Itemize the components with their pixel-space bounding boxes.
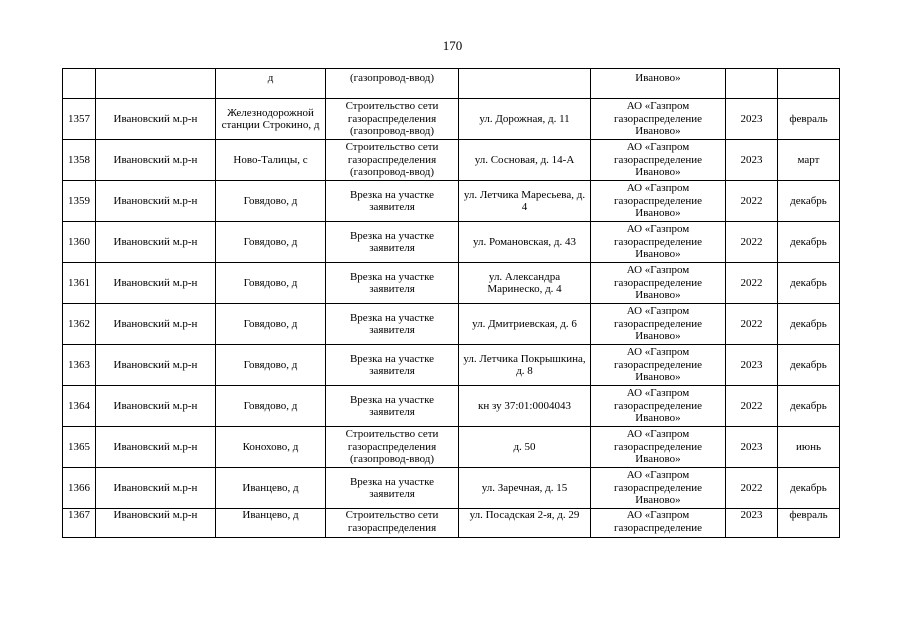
- cell-work: [326, 69, 459, 99]
- district-text: Ивановский м.р-н: [113, 481, 198, 494]
- cell-locality: [216, 468, 326, 509]
- cell-year: [726, 386, 778, 427]
- num-text: 1366: [68, 481, 90, 494]
- locality-text: Железнодорожной станции Строкино, д: [221, 106, 320, 131]
- year-text: 2022: [740, 399, 763, 412]
- cell-locality: [216, 427, 326, 468]
- cell-year: [726, 304, 778, 345]
- district-text: Ивановский м.р-н: [113, 153, 198, 166]
- locality-text: Говядово, д: [243, 358, 298, 371]
- cell-month: [778, 427, 840, 468]
- year-text: 2023: [740, 358, 763, 371]
- org-text: АО «Газпром газораспределение Иваново»: [613, 346, 703, 384]
- district-text: Ивановский м.р-н: [113, 235, 198, 248]
- locality-text: Говядово, д: [243, 317, 298, 330]
- address-text: ул. Дмитриевская, д. 6: [472, 317, 577, 330]
- work-text: (газопровод-ввод): [349, 72, 435, 84]
- cell-num: [63, 509, 96, 538]
- work-text: Строительство сети газораспределения: [345, 509, 439, 534]
- cell-district: [96, 140, 216, 181]
- org-text: АО «Газпром газораспределение Иваново»: [613, 264, 703, 302]
- cell-num: [63, 304, 96, 345]
- address-text: ул. Сосновая, д. 14-А: [474, 153, 575, 166]
- locality-text: Иванцево, д: [242, 481, 299, 494]
- cell-org: [591, 386, 726, 427]
- district-text: Ивановский м.р-н: [113, 112, 198, 125]
- page-number: 170: [442, 38, 463, 53]
- cell-year: [726, 509, 778, 538]
- cell-org: [591, 427, 726, 468]
- locality-text: Говядово, д: [243, 235, 298, 248]
- month-text: декабрь: [790, 276, 827, 289]
- cell-district: [96, 468, 216, 509]
- cell-org: [591, 181, 726, 222]
- month-text: март: [797, 153, 820, 166]
- cell-address: [459, 304, 591, 345]
- cell-address: [459, 427, 591, 468]
- month-text: декабрь: [790, 481, 827, 494]
- num-text: 1360: [68, 235, 90, 248]
- cell-work: [326, 468, 459, 509]
- cell-district: [96, 304, 216, 345]
- address-text: ул. Дорожная, д. 11: [479, 112, 570, 125]
- cell-year: [726, 427, 778, 468]
- cell-num: [63, 345, 96, 386]
- cell-org: [591, 345, 726, 386]
- cell-work: [326, 427, 459, 468]
- cell-month: [778, 468, 840, 509]
- cell-month: [778, 181, 840, 222]
- cell-district: [96, 69, 216, 99]
- num-text: 1359: [68, 194, 90, 207]
- work-text: Врезка на участке заявителя: [349, 352, 435, 377]
- address-text: ул. Посадская 2-я, д. 29: [469, 509, 580, 521]
- cell-year: [726, 69, 778, 99]
- cell-num: [63, 468, 96, 509]
- cell-year: [726, 181, 778, 222]
- work-text: Строительство сети газораспределения (газопровод-ввод): [345, 141, 439, 179]
- year-text: 2023: [740, 153, 763, 166]
- year-text: 2022: [740, 235, 763, 248]
- address-text: ул. Романовская, д. 43: [472, 235, 577, 248]
- cell-locality: [216, 181, 326, 222]
- num-text: 1357: [68, 112, 90, 125]
- cell-address: [459, 263, 591, 304]
- locality-text: Говядово, д: [243, 194, 298, 207]
- district-text: Ивановский м.р-н: [113, 317, 198, 330]
- gas-works-table: [62, 68, 840, 538]
- cell-num: [63, 181, 96, 222]
- locality-text: Говядово, д: [243, 276, 298, 289]
- locality-text: Говядово, д: [243, 399, 298, 412]
- cell-num: [63, 263, 96, 304]
- cell-month: [778, 140, 840, 181]
- locality-text: Иванцево, д: [242, 509, 299, 521]
- cell-address: [459, 140, 591, 181]
- cell-address: [459, 181, 591, 222]
- cell-district: [96, 427, 216, 468]
- work-text: Врезка на участке заявителя: [349, 229, 435, 254]
- year-text: 2022: [740, 276, 763, 289]
- month-text: декабрь: [790, 358, 827, 371]
- cell-month: [778, 69, 840, 99]
- cell-work: [326, 304, 459, 345]
- month-text: декабрь: [790, 194, 827, 207]
- cell-district: [96, 99, 216, 140]
- cell-month: [778, 509, 840, 538]
- cell-year: [726, 140, 778, 181]
- cell-locality: [216, 345, 326, 386]
- cell-address: [459, 69, 591, 99]
- org-text: АО «Газпром газораспределение: [613, 509, 703, 534]
- cell-num: [63, 427, 96, 468]
- address-text: ул. Александра Маринеско, д. 4: [487, 270, 562, 295]
- cell-address: [459, 509, 591, 538]
- cell-month: [778, 345, 840, 386]
- cell-work: [326, 222, 459, 263]
- cell-locality: [216, 222, 326, 263]
- org-text: АО «Газпром газораспределение Иваново»: [613, 305, 703, 343]
- district-text: Ивановский м.р-н: [113, 194, 198, 207]
- locality-text: Конохово, д: [242, 440, 299, 453]
- cell-locality: [216, 386, 326, 427]
- month-text: декабрь: [790, 317, 827, 330]
- org-text: АО «Газпром газораспределение Иваново»: [613, 387, 703, 425]
- cell-locality: [216, 140, 326, 181]
- cell-num: [63, 140, 96, 181]
- cell-org: [591, 263, 726, 304]
- table-row: [63, 345, 840, 386]
- address-text: ул. Заречная, д. 15: [481, 481, 568, 494]
- address-text: кн зу 37:01:0004043: [478, 399, 571, 412]
- work-text: Врезка на участке заявителя: [349, 393, 435, 418]
- cell-work: [326, 99, 459, 140]
- cell-org: [591, 140, 726, 181]
- locality-text: д: [267, 72, 274, 84]
- org-text: Иваново»: [635, 72, 681, 84]
- cell-org: [591, 99, 726, 140]
- cell-month: [778, 263, 840, 304]
- year-text: 2023: [740, 440, 763, 453]
- table-row: [63, 222, 840, 263]
- cell-address: [459, 345, 591, 386]
- num-text: 1363: [68, 358, 90, 371]
- year-text: 2022: [740, 194, 763, 207]
- cell-address: [459, 386, 591, 427]
- table-row: [63, 263, 840, 304]
- cell-work: [326, 181, 459, 222]
- cell-district: [96, 386, 216, 427]
- month-text: декабрь: [790, 235, 827, 248]
- district-text: Ивановский м.р-н: [113, 509, 198, 521]
- cell-work: [326, 509, 459, 538]
- month-text: июнь: [795, 440, 821, 453]
- work-text: Врезка на участке заявителя: [349, 475, 435, 500]
- cell-num: [63, 99, 96, 140]
- district-text: Ивановский м.р-н: [113, 399, 198, 412]
- cell-num: [63, 69, 96, 99]
- cell-org: [591, 509, 726, 538]
- num-text: 1362: [68, 317, 90, 330]
- cell-org: [591, 468, 726, 509]
- cell-locality: [216, 99, 326, 140]
- cell-month: [778, 99, 840, 140]
- month-text: февраль: [789, 112, 828, 125]
- work-text: Врезка на участке заявителя: [349, 270, 435, 295]
- cell-year: [726, 222, 778, 263]
- cell-district: [96, 345, 216, 386]
- num-text: 1358: [68, 153, 90, 166]
- year-text: 2022: [740, 481, 763, 494]
- cell-work: [326, 263, 459, 304]
- locality-text: Ново-Талицы, с: [233, 153, 308, 166]
- month-text: февраль: [789, 509, 828, 521]
- work-text: Строительство сети газораспределения (газопровод-ввод): [345, 428, 439, 466]
- table-row: [63, 509, 840, 538]
- cell-org: [591, 304, 726, 345]
- cell-district: [96, 222, 216, 263]
- num-text: 1365: [68, 440, 90, 453]
- cell-address: [459, 468, 591, 509]
- num-text: 1364: [68, 399, 90, 412]
- cell-month: [778, 222, 840, 263]
- address-text: ул. Летчика Маресьева, д. 4: [463, 188, 586, 213]
- work-text: Врезка на участке заявителя: [349, 311, 435, 336]
- num-text: 1361: [68, 276, 90, 289]
- cell-work: [326, 345, 459, 386]
- table-row: [63, 468, 840, 509]
- org-text: АО «Газпром газораспределение Иваново»: [613, 428, 703, 466]
- district-text: Ивановский м.р-н: [113, 276, 198, 289]
- cell-locality: [216, 69, 326, 99]
- year-text: 2022: [740, 317, 763, 330]
- cell-locality: [216, 509, 326, 538]
- org-text: АО «Газпром газораспределение Иваново»: [613, 182, 703, 220]
- cell-address: [459, 222, 591, 263]
- cell-org: [591, 222, 726, 263]
- cell-year: [726, 99, 778, 140]
- work-text: Врезка на участке заявителя: [349, 188, 435, 213]
- cell-month: [778, 386, 840, 427]
- cell-year: [726, 345, 778, 386]
- cell-address: [459, 99, 591, 140]
- table-row: [63, 99, 840, 140]
- address-text: д. 50: [513, 440, 536, 453]
- num-text: 1367: [68, 509, 90, 521]
- org-text: АО «Газпром газораспределение Иваново»: [613, 223, 703, 261]
- cell-num: [63, 222, 96, 263]
- cell-year: [726, 468, 778, 509]
- cell-org: [591, 69, 726, 99]
- year-text: 2023: [740, 509, 763, 521]
- table-row: [63, 69, 840, 99]
- month-text: декабрь: [790, 399, 827, 412]
- work-text: Строительство сети газораспределения (газопровод-ввод): [345, 100, 439, 138]
- cell-district: [96, 263, 216, 304]
- cell-district: [96, 509, 216, 538]
- cell-num: [63, 386, 96, 427]
- table-row: [63, 427, 840, 468]
- table-row: [63, 386, 840, 427]
- cell-year: [726, 263, 778, 304]
- district-text: Ивановский м.р-н: [113, 440, 198, 453]
- cell-work: [326, 386, 459, 427]
- year-text: 2023: [740, 112, 763, 125]
- org-text: АО «Газпром газораспределение Иваново»: [613, 100, 703, 138]
- cell-month: [778, 304, 840, 345]
- cell-locality: [216, 263, 326, 304]
- cell-district: [96, 181, 216, 222]
- cell-locality: [216, 304, 326, 345]
- table-row: [63, 304, 840, 345]
- address-text: ул. Летчика Покрышкина, д. 8: [463, 352, 586, 377]
- table-row: [63, 181, 840, 222]
- org-text: АО «Газпром газораспределение Иваново»: [613, 469, 703, 507]
- org-text: АО «Газпром газораспределение Иваново»: [613, 141, 703, 179]
- table-row: [63, 140, 840, 181]
- cell-work: [326, 140, 459, 181]
- district-text: Ивановский м.р-н: [113, 358, 198, 371]
